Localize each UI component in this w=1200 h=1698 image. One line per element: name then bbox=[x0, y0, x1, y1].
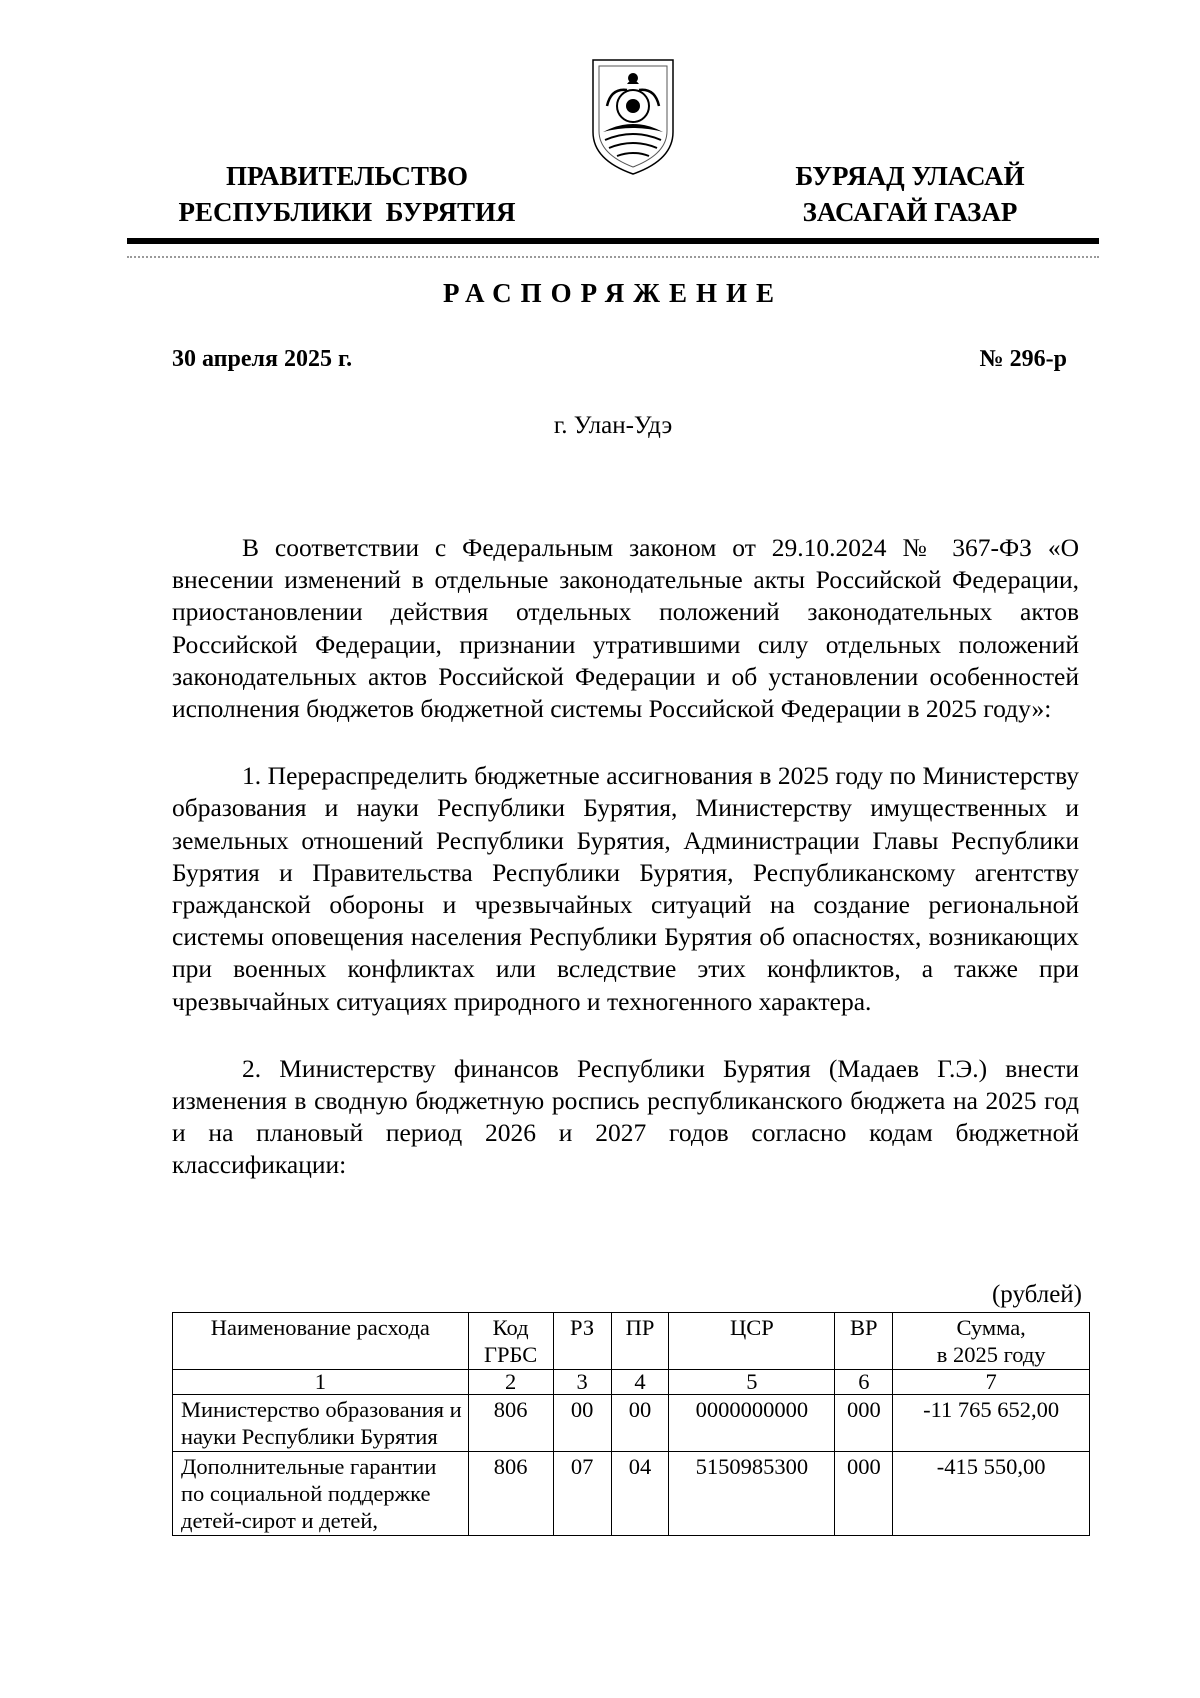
col-number: 7 bbox=[893, 1370, 1090, 1395]
document-body bbox=[172, 532, 1079, 1217]
header-vr: ВР bbox=[835, 1313, 893, 1370]
row-sum: -11 765 652,00 bbox=[893, 1395, 1090, 1452]
header-pr: ПР bbox=[611, 1313, 669, 1370]
header-name: Наименование расхода bbox=[173, 1313, 469, 1370]
table-column-numbers bbox=[173, 1370, 1090, 1395]
header-sum: Сумма, в 2025 году bbox=[893, 1313, 1090, 1370]
row-pr: 00 bbox=[611, 1395, 669, 1452]
row-vr: 000 bbox=[835, 1452, 893, 1536]
coat-of-arms-graphic bbox=[587, 54, 679, 178]
row-rz: 00 bbox=[553, 1395, 611, 1452]
document-number: № 296-р bbox=[979, 346, 1067, 372]
table-row bbox=[173, 1395, 1090, 1452]
row-vr: 000 bbox=[835, 1395, 893, 1452]
col-number: 6 bbox=[835, 1370, 893, 1395]
header-grbs: Код ГРБС bbox=[468, 1313, 553, 1370]
col-number: 4 bbox=[611, 1370, 669, 1395]
paragraph-preamble: В соответствии с Федеральным законом от 29.10.2024 № 367-ФЗ «О внесении изменений в отдельные законодательные акты Российской Федерации, приостановлении действия отдельных положений законодательных актов Российской Федерации, признании утратившими силу отдельных положений законодательных актов Российской Федерации и об установлении особенностей исполнения бюджетов бюджетной системы Российской Федерации в 2025 году»: bbox=[172, 533, 1079, 724]
row-grbs: 806 bbox=[468, 1395, 553, 1452]
col-number: 3 bbox=[553, 1370, 611, 1395]
paragraph-item-1: 1. Перераспределить бюджетные ассигнования в 2025 году по Министерству образования и науки Республики Бурятия, Министерству имущественных и земельных отношений Республики Бурятия, Администрации Главы Республики Бурятия и Правительства Республики Бурятия, Республиканскому агентству гражданской обороны и чрезвычайных ситуаций на создание региональной системы оповещения населения Республики Бурятия об опасностях, возникающих при военных конфликтах или вследствие этих конфликтов, а также при чрезвычайных ситуациях природного и техногенного характера. bbox=[172, 761, 1079, 1016]
row-csr: 5150985300 bbox=[669, 1452, 835, 1536]
header-divider-thick bbox=[127, 238, 1099, 244]
col-number: 2 bbox=[468, 1370, 553, 1395]
row-grbs: 806 bbox=[468, 1452, 553, 1536]
paragraph-item-2: 2. Министерству финансов Республики Бурятия (Мадаев Г.Э.) внести изменения в сводную бюджетную роспись республиканского бюджета на 2025 год и на плановый период 2026 и 2027 годов согласно кодам бюджетной классификации: bbox=[172, 1053, 1079, 1180]
col-number: 1 bbox=[173, 1370, 469, 1395]
header-csr: ЦСР bbox=[669, 1313, 835, 1370]
row-name: Дополнительные гарантии по социальной поддержке детей-сирот и детей, bbox=[173, 1452, 469, 1536]
row-csr: 0000000000 bbox=[669, 1395, 835, 1452]
row-sum: -415 550,00 bbox=[893, 1452, 1090, 1536]
header-right-line1: БУРЯАД УЛАСАЙ bbox=[795, 161, 1025, 191]
table-header-row bbox=[173, 1313, 1090, 1370]
row-rz: 07 bbox=[553, 1452, 611, 1536]
row-pr: 04 bbox=[611, 1452, 669, 1536]
col-number: 5 bbox=[669, 1370, 835, 1395]
header-rz: РЗ bbox=[553, 1313, 611, 1370]
header-right-line2: ЗАСАГАЙ ГАЗАР bbox=[802, 197, 1018, 227]
header-left bbox=[162, 158, 532, 230]
budget-table bbox=[172, 1312, 1090, 1536]
header-divider-thin bbox=[127, 256, 1099, 258]
document-city: г. Улан-Удэ bbox=[553, 412, 673, 439]
document-date: 30 апреля 2025 г. bbox=[172, 346, 353, 372]
coat-of-arms-icon bbox=[587, 54, 679, 178]
header-left-line2: РЕСПУБЛИКИ БУРЯТИЯ bbox=[178, 197, 516, 227]
row-name: Министерство образования и науки Республики Бурятия bbox=[173, 1395, 469, 1452]
document-type: РАСПОРЯЖЕНИЕ bbox=[442, 278, 784, 308]
header-left-line1: ПРАВИТЕЛЬСТВО bbox=[225, 161, 469, 191]
header-right bbox=[750, 158, 1070, 230]
table-units: (рублей) bbox=[991, 1281, 1082, 1308]
table-row bbox=[173, 1452, 1090, 1536]
